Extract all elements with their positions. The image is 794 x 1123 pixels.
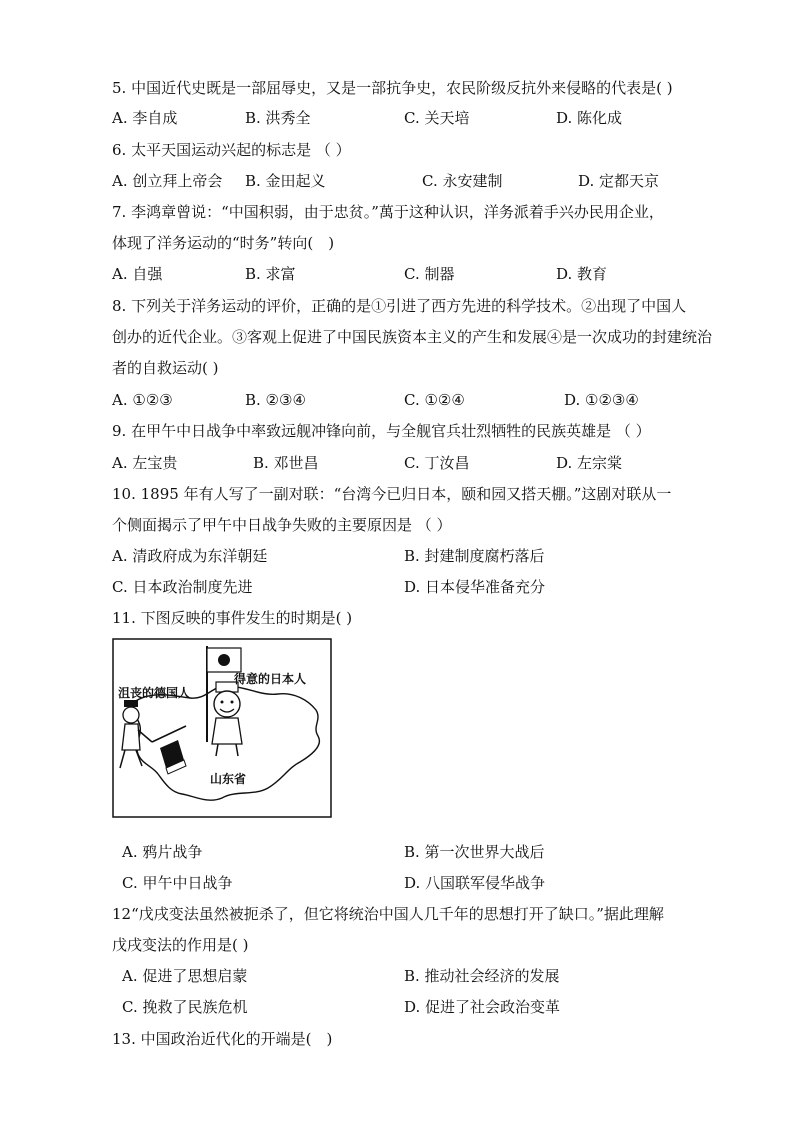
question-12-option-a[interactable]: A. 促进了思想启蒙	[122, 967, 248, 985]
question-12-option-c[interactable]: C. 挽救了民族危机	[122, 998, 248, 1016]
question-12-option-b[interactable]: B. 推动社会经济的发展	[404, 967, 560, 985]
question-8-option-b[interactable]: B. ②③④	[245, 391, 306, 409]
question-5-option-d[interactable]: D. 陈化成	[556, 109, 623, 127]
question-7-option-d[interactable]: D. 教育	[556, 265, 608, 283]
question-7-option-b[interactable]: B. 求富	[245, 265, 296, 283]
question-6-option-d[interactable]: D. 定都天京	[578, 172, 660, 190]
question-8-stem-line-1: 8. 下列关于洋务运动的评价，正确的是①引进了西方先进的科学技术。②出现了中国人	[112, 297, 687, 315]
question-8-option-c[interactable]: C. ①②④	[404, 391, 465, 409]
japan-flag-icon	[207, 648, 241, 672]
question-10-option-d[interactable]: D. 日本侵华准备充分	[404, 578, 546, 596]
question-11-option-b[interactable]: B. 第一次世界大战后	[404, 843, 545, 861]
question-12-option-d[interactable]: D. 促进了社会政治变革	[404, 998, 561, 1016]
label-shandong: 山东省	[210, 772, 247, 786]
question-9-option-a[interactable]: A. 左宝贵	[112, 454, 178, 472]
question-5-option-a[interactable]: A. 李自成	[112, 109, 178, 127]
label-german: 沮丧的德国人	[118, 686, 191, 700]
question-10-stem-line-2: 个侧面揭示了甲午中日战争失败的主要原因是 （ ）	[112, 516, 452, 534]
question-11-stem: 11. 下图反映的事件发生的时期是( )	[112, 609, 353, 627]
question-10-option-c[interactable]: C. 日本政治制度先进	[112, 578, 253, 596]
question-6-option-a[interactable]: A. 创立拜上帝会	[112, 172, 223, 190]
question-7-stem-line-1: 7. 李鸿章曾说：“中国积弱，由于忠贫。”萬于这种认识，洋务派着手兴办民用企业，	[112, 203, 664, 221]
question-10-option-b[interactable]: B. 封建制度腐朽落后	[404, 547, 545, 565]
question-10-option-a[interactable]: A. 清政府成为东洋朝廷	[112, 547, 268, 565]
question-11-option-d[interactable]: D. 八国联军侵华战争	[404, 874, 546, 892]
question-5-option-c[interactable]: C. 关天培	[404, 109, 470, 127]
question-7-option-c[interactable]: C. 制器	[404, 265, 455, 283]
question-8-option-a[interactable]: A. ①②③	[112, 391, 173, 409]
question-11-option-c[interactable]: C. 甲午中日战争	[122, 874, 233, 892]
question-10-stem-line-1: 10. 1895 年有人写了一副对联：“台湾今已归日本，颐和园又搭天棚。”这剧对联从一	[112, 485, 672, 503]
question-9-stem: 9. 在甲午中日战争中率致远舰冲锋向前，与全舰官兵壮烈牺牲的民族英雄是 （ ）	[112, 422, 651, 440]
question-9-option-b[interactable]: B. 邓世昌	[253, 454, 319, 472]
question-12-stem-line-1: 12“戊戌变法虽然被扼杀了，但它将统治中国人几千年的思想打开了缺口。”据此理解	[112, 905, 664, 923]
question-6-option-b[interactable]: B. 金田起义	[245, 172, 326, 190]
question-6-option-c[interactable]: C. 永安建制	[422, 172, 503, 190]
question-9-option-d[interactable]: D. 左宗棠	[556, 454, 623, 472]
map-outline-icon	[112, 638, 332, 818]
cartoon-figure	[112, 638, 332, 818]
question-9-option-c[interactable]: C. 丁汝昌	[404, 454, 470, 472]
question-11-option-a[interactable]: A. 鸦片战争	[122, 843, 203, 861]
question-13-stem: 13. 中国政治近代化的开端是( )	[112, 1030, 333, 1048]
question-5-option-b[interactable]: B. 洪秀全	[245, 109, 311, 127]
question-7-option-a[interactable]: A. 自强	[112, 265, 163, 283]
question-5-stem: 5. 中国近代史既是一部屈辱史，又是一部抗争史，农民阶级反抗外来侵略的代表是( )	[112, 79, 673, 97]
question-8-stem-line-2: 创办的近代企业。③客观上促进了中国民族资本主义的产生和发展④是一次成功的封建统治	[112, 328, 713, 346]
label-japanese: 得意的日本人	[234, 672, 307, 686]
question-8-stem-line-3: 者的自救运动( )	[112, 359, 219, 377]
question-6-stem: 6. 太平天国运动兴起的标志是 （ ）	[112, 141, 351, 159]
question-7-stem-line-2: 体现了洋务运动的“时务”转向( )	[112, 234, 335, 252]
question-8-option-d[interactable]: D. ①②③④	[564, 391, 639, 409]
question-12-stem-line-2: 戊戌变法的作用是( )	[112, 936, 249, 954]
